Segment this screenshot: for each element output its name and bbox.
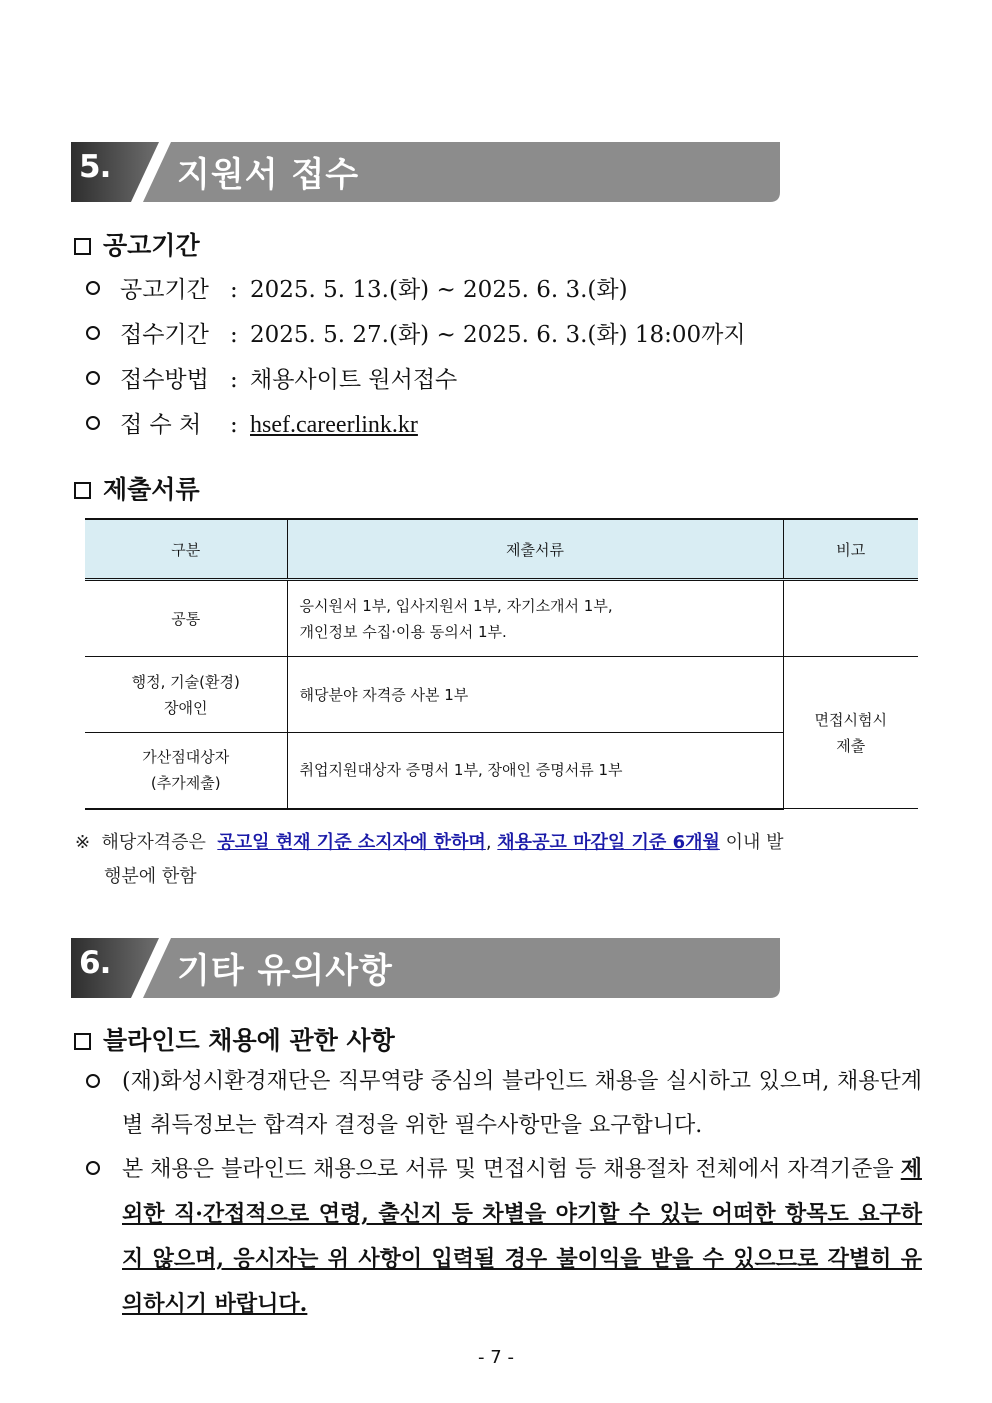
- table-row: [85, 657, 918, 733]
- circle-bullet-icon: [86, 1074, 100, 1088]
- note-highlight: 채용공고 마감일 기준 6개월: [497, 832, 720, 853]
- checkbox-square-icon: [74, 482, 91, 499]
- table-cell-remark: 면접시험시 제출: [783, 657, 918, 809]
- table-row: [85, 580, 918, 657]
- blind-paragraph: 본 채용은 블라인드 채용으로 서류 및 면접시험 등 채용절차 전체에서 자격기준을 제외한 직·간접적으로 연령, 출신지 등 차별을 야기할 수 있는 어떠한 항목도 요구하지 않으며, 응시자는 위 사항이 입력될 경우 불이익을 받을 수 있으므로 각별히 유의하시기 바랍니다.: [86, 1147, 922, 1327]
- section-6-header: [71, 938, 780, 998]
- documents-table: [85, 518, 918, 810]
- blind-paragraph: (재)화성시환경재단은 직무역량 중심의 블라인드 채용을 실시하고 있으며, 채용단계별 취득정보는 합격자 결정을 위한 필수사항만을 요구합니다.: [86, 1060, 922, 1148]
- circle-bullet-icon: [86, 371, 100, 385]
- note-highlight: 공고일 현재 기준 소지자에 한하며: [217, 832, 486, 853]
- documents-heading: 제출서류: [74, 470, 200, 506]
- table-header-row: [85, 519, 918, 580]
- table-cell-documents: 해당분야 자격증 사본 1부: [287, 657, 783, 733]
- table-cell-remark: [783, 580, 918, 657]
- section-title: 지원서 접수: [177, 155, 360, 195]
- circle-bullet-icon: [86, 1161, 100, 1175]
- table-cell-documents: 응시원서 1부, 입사지원서 1부, 자기소개서 1부, 개인정보 수집·이용 동의서 1부.: [287, 580, 783, 657]
- period-item: 공고기간 : 2025. 5. 13.(화) ~ 2025. 6. 3.(화): [86, 271, 628, 304]
- period-item: 접수기간 : 2025. 5. 27.(화) ~ 2025. 6. 3.(화) 18:00까지: [86, 316, 746, 349]
- table-cell-category: 가산점대상자 (추가제출): [85, 733, 287, 809]
- section-number: 5.: [79, 149, 111, 185]
- table-header: 구분: [85, 519, 287, 580]
- emphasis-text: 제외한 직·간접적으로 연령, 출신지 등 차별을 야기할 수 있는 어떠한 항목도 요구하지 않으며, 응시자는 위 사항이 입력될 경우 불이익을 받을 수 있으므로 각별히 유의하시기 바랍니다.: [122, 1156, 922, 1317]
- checkbox-square-icon: [74, 1033, 91, 1050]
- period-item: 접 수 처 : hsef.careerlink.kr: [86, 406, 418, 439]
- checkbox-square-icon: [74, 238, 91, 255]
- table-header: 비고: [783, 519, 918, 580]
- career-site-link[interactable]: hsef.careerlink.kr: [250, 412, 418, 438]
- circle-bullet-icon: [86, 326, 100, 340]
- blind-heading: 블라인드 채용에 관한 사항: [74, 1021, 395, 1057]
- table-cell-documents: 취업지원대상자 증명서 1부, 장애인 증명서류 1부: [287, 733, 783, 809]
- section-number: 6.: [79, 945, 111, 981]
- circle-bullet-icon: [86, 416, 100, 430]
- period-heading: 공고기간: [74, 226, 200, 262]
- circle-bullet-icon: [86, 281, 100, 295]
- period-item: 접수방법 : 채용사이트 원서접수: [86, 361, 457, 394]
- section-title: 기타 유의사항: [177, 951, 393, 991]
- page-number: - 7 -: [478, 1347, 514, 1368]
- table-cell-category: 행정, 기술(환경) 장애인: [85, 657, 287, 733]
- documents-note: ※ 해당자격증은 공고일 현재 기준 소지자에 한하며, 채용공고 마감일 기준 6개월 이내 발 행분에 한함: [75, 832, 784, 887]
- table-cell-category: 공통: [85, 580, 287, 657]
- table-header: 제출서류: [287, 519, 783, 580]
- section-5-header: [71, 142, 780, 202]
